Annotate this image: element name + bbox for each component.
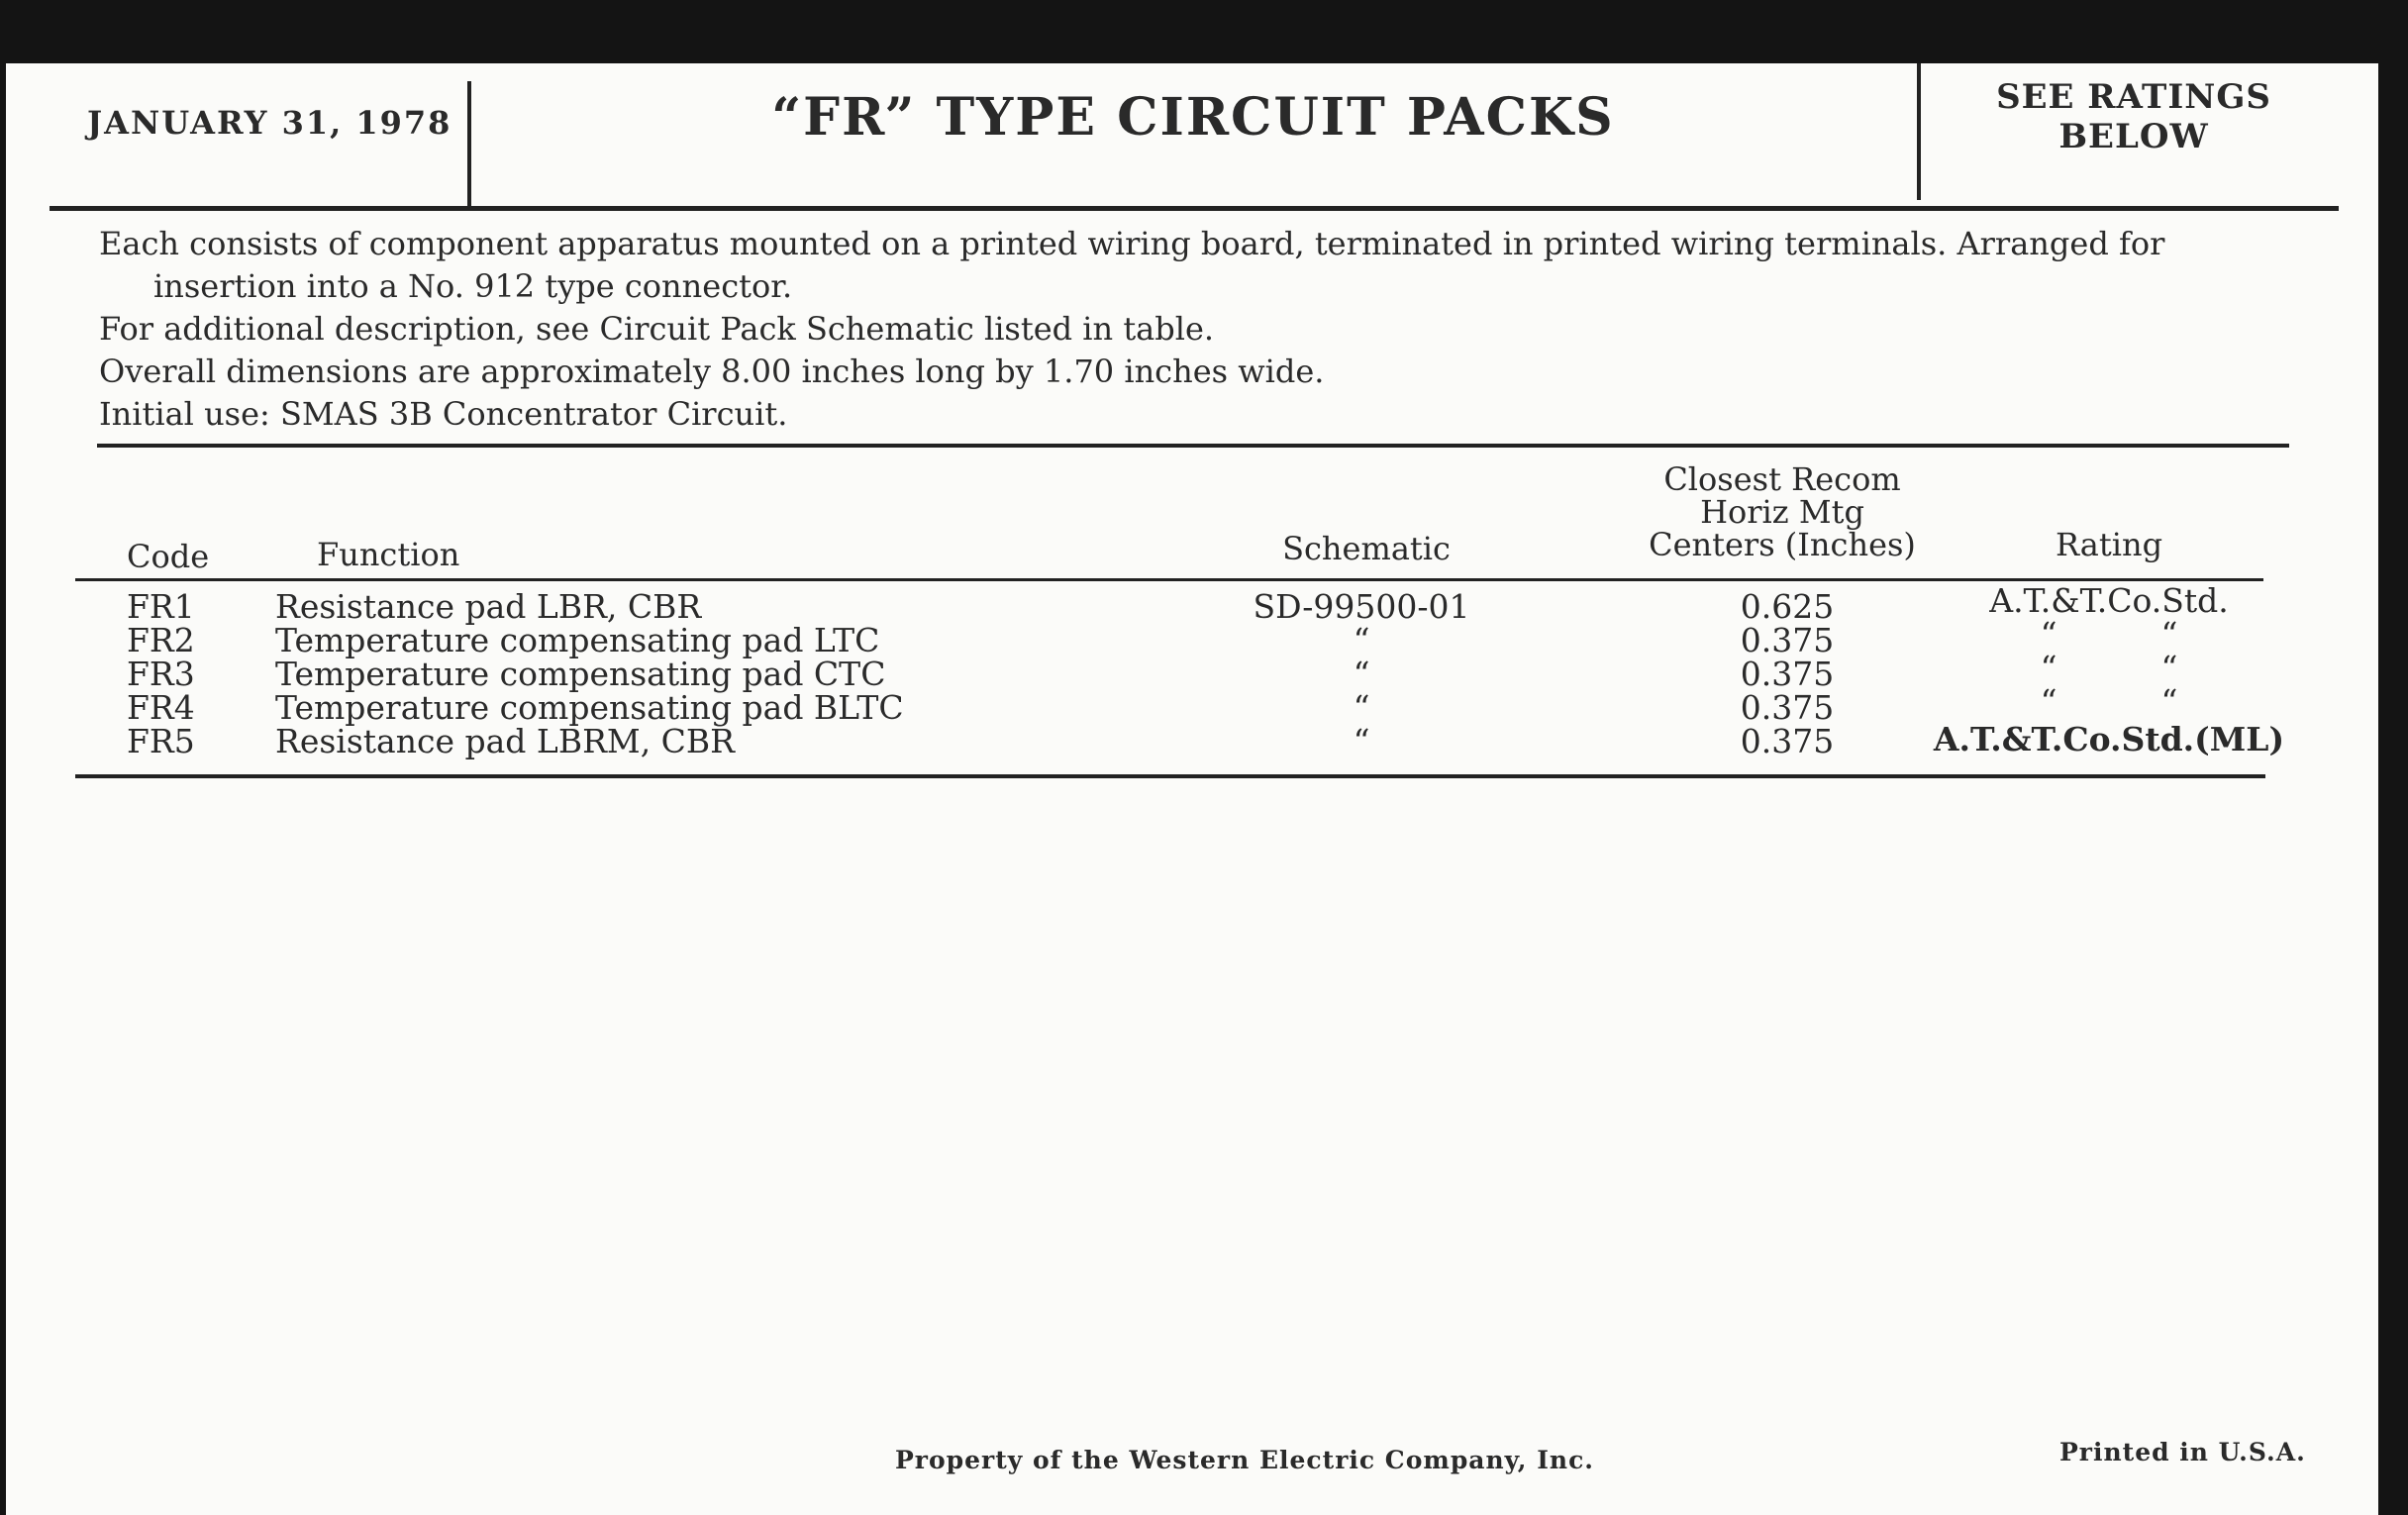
centers-header-line-1: Closest Recom: [1663, 460, 1901, 498]
description-block: [99, 223, 2317, 436]
row-code: FR3: [127, 655, 195, 693]
row-function: Temperature compensating pad LTC: [275, 621, 880, 659]
row-function: Resistance pad LBRM, CBR: [275, 722, 736, 760]
row-centers: 0.375: [1740, 722, 1835, 760]
row-rating: “ “: [2040, 615, 2178, 654]
col-header-rating: Rating: [2055, 526, 2163, 563]
header-ratings-note: [1926, 77, 2342, 156]
table-bottom-rule: [75, 774, 2265, 778]
row-function: Temperature compensating pad BLTC: [275, 688, 904, 727]
row-rating: A.T.&T.Co.Std.(ML): [1933, 720, 2285, 758]
col-header-schematic: Schematic: [1282, 530, 1451, 567]
row-schematic: SD-99500-01: [1253, 587, 1470, 626]
row-centers: 0.625: [1740, 587, 1835, 626]
footer-property: Property of the Western Electric Company, Inc.: [895, 1446, 1595, 1474]
description-line-1-cont: insertion into a No. 912 type connector.: [153, 267, 793, 305]
ratings-line-2: BELOW: [2058, 117, 2209, 156]
table-top-rule: [97, 444, 2289, 448]
footer-printed: Printed in U.S.A.: [2059, 1438, 2306, 1466]
row-schematic: “: [1353, 722, 1370, 760]
row-schematic: “: [1353, 655, 1370, 693]
description-line-2: For additional description, see Circuit Pack Schematic listed in table.: [99, 310, 1215, 348]
row-code: FR5: [127, 722, 195, 760]
table-row: [0, 720, 2408, 760]
table-header-rule: [75, 578, 2263, 581]
col-header-function: Function: [317, 536, 460, 573]
row-rating: “ “: [2040, 682, 2178, 721]
centers-header-line-2: Horiz Mtg: [1700, 493, 1864, 531]
row-schematic: “: [1353, 621, 1370, 659]
description-line-1: Each consists of component apparatus mounted on a printed wiring board, terminated in printed wiring terminals. Arranged for: [99, 225, 2165, 262]
row-centers: 0.375: [1740, 655, 1835, 693]
header-rule: [50, 206, 2339, 211]
col-header-code: Code: [127, 538, 210, 575]
header-date: JANUARY 31, 1978: [87, 104, 452, 142]
row-code: FR4: [127, 688, 195, 727]
row-code: FR2: [127, 621, 195, 659]
row-function: Resistance pad LBR, CBR: [275, 587, 702, 626]
description-line-3: Overall dimensions are approximately 8.00 inches long by 1.70 inches wide.: [99, 353, 1325, 390]
description-line-4: Initial use: SMAS 3B Concentrator Circuit.: [99, 395, 788, 433]
row-centers: 0.375: [1740, 688, 1835, 727]
centers-header-line-3: Centers (Inches): [1649, 526, 1916, 563]
row-rating: A.T.&T.Co.Std.: [1989, 581, 2229, 620]
page-title: “FR” TYPE CIRCUIT PACKS: [771, 87, 1615, 148]
ratings-line-1: SEE RATINGS: [1996, 77, 2271, 117]
row-rating: “ “: [2040, 649, 2178, 687]
row-code: FR1: [127, 587, 195, 626]
row-centers: 0.375: [1740, 621, 1835, 659]
row-function: Temperature compensating pad CTC: [275, 655, 886, 693]
row-schematic: “: [1353, 688, 1370, 727]
header-divider-right: [1917, 63, 1921, 200]
